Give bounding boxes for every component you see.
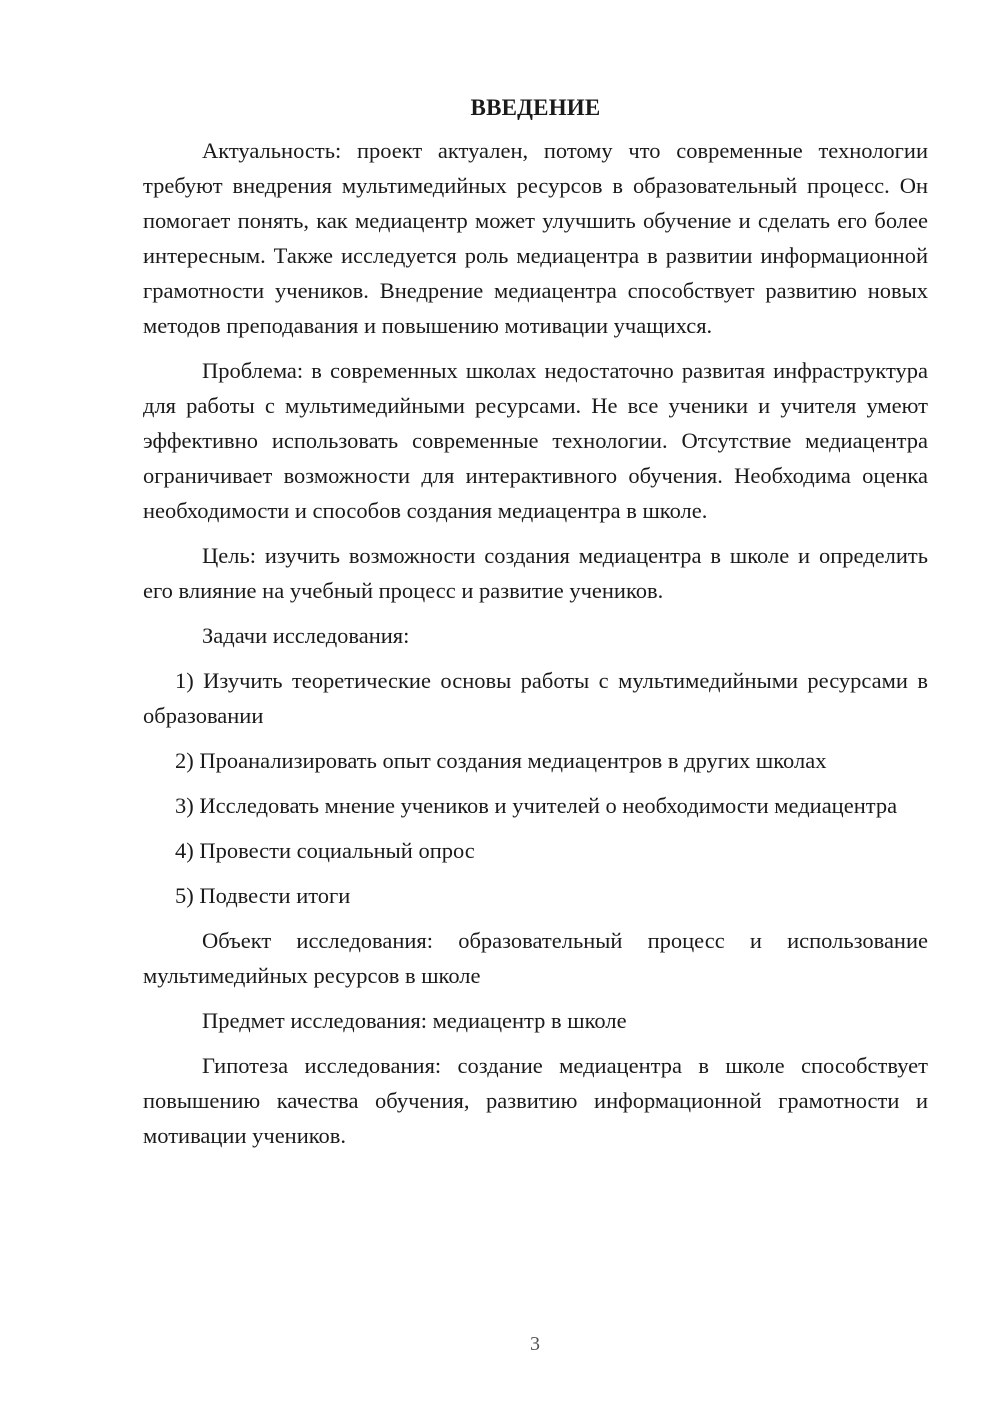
paragraph-object: Объект исследования: образовательный процесс и использование мультимедийных ресурсов в школе <box>143 928 928 988</box>
paragraph-problem: Проблема: в современных школах недостаточно развитая инфраструктура для работы с мультимедийными ресурсами. Не все ученики и учителя умеют эффективно использовать современные технологии. Отсутствие медиацентра ограничивает возможности для интерактивного обучения. Необходима оценка необходимости и способов создания медиацентра в школе. <box>143 358 928 523</box>
paragraph-subject: Предмет исследования: медиацентр в школе <box>202 1008 627 1033</box>
paragraph-goal: Цель: изучить возможности создания медиацентра в школе и определить его влияние на учебный процесс и развитие учеников. <box>143 543 928 603</box>
list-item: 4) Провести социальный опрос <box>175 838 475 863</box>
paragraph-hypothesis: Гипотеза исследования: создание медиацентра в школе способствует повышению качества обучения, развитию информационной грамотности и мотивации учеников. <box>143 1053 928 1148</box>
list-item: 3) Исследовать мнение учеников и учителей о необходимости медиацентра <box>175 793 898 818</box>
list-item: 2) Проанализировать опыт создания медиацентров в других школах <box>175 748 827 773</box>
list-item: 1) Изучить теоретические основы работы с мультимедийными ресурсами в образовании <box>143 668 928 728</box>
paragraph-relevance: Актуальность: проект актуален, потому что современные технологии требуют внедрения мультимедийных ресурсов в образовательный процесс. Он помогает понять, как медиацентр может улучшить обучение и сделать его более интересным. Также исследуется роль медиацентра в развитии информационной грамотности учеников. Внедрение медиацентра способствует развитию новых методов преподавания и повышению мотивации учащихся. <box>143 138 928 338</box>
tasks-list <box>143 663 928 913</box>
page-title: ВВЕДЕНИЕ <box>470 95 601 120</box>
tasks-heading: Задачи исследования: <box>202 623 410 648</box>
document-page <box>143 90 928 1163</box>
page-number: 3 <box>530 1333 540 1355</box>
list-item: 5) Подвести итоги <box>175 883 351 908</box>
